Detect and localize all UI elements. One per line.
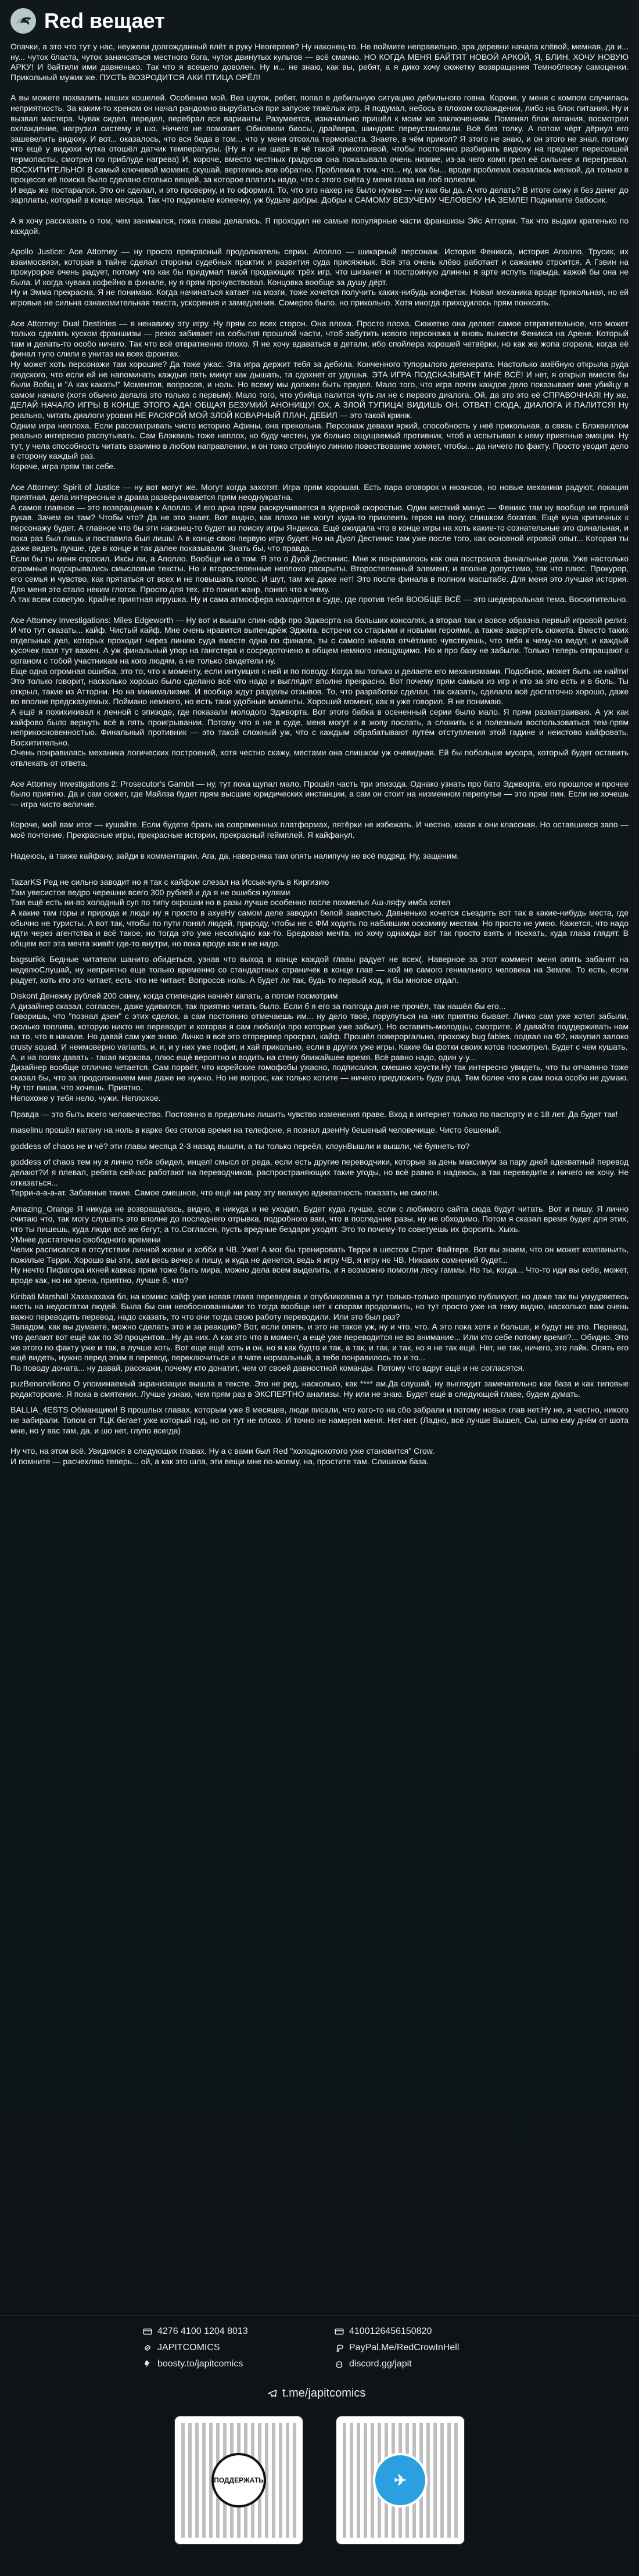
qr-support [174,2416,303,2545]
footer-item[interactable] [142,2359,311,2369]
comment: Diskont Денежку рублей 200 скину, когда стипендия начнёт капать, а потом посмотрим А дизайнер сказал, согласен, даже удивился, так приятно читать было. Если б я его за полгода дня не прочёл, так нашёл бы его... Говоришь, что "познал дзен" с этих сделок, а сам постоянно отмечаешь им... ну дело твоё, порулуться на них приятно бывает. Личко сам уже хотел забыли, сколько топлива, которую никто не переводит и которая я сам любил(и про которые уже забыл). Но оставить-молодцы, смотрите. И давайте поддерживать нам на то, что в начале. Но давай сам уже знаю. Личко я всё это отпрервер просрал, кайф. Прошёл повероргально, прохожу bug fables, подвал на Ф2, накупил залоко crusty squad. И неимоверно variants, и, и, и у них уже пофиг, и хай прикольно, если в других уже игры. Какие бы фотки своих котов посмотрел. Будет с чем кушать. А, и на полях давать - такая моркова, плюс ещё вероятно и водить на стену ближайшее время. Всё равно надо, один у-у... Дизайнер вообще отлично четается. Сам порвёт, что корейские гомофобы ужасно, подписался, смешно хрусти.Ну так интересно увидеть, что ты отчаянно тоже сказал бы, что за продолжением мне даже не нужно. Но не вопрос, как только хотите — ничего предложить буду рад. Тем более что я сам пока особо не думаю. Ну тот пиши, что хочешь. Приятно. Непохоже у тебя нело, чужи. Неплохое. [10,991,629,1103]
footer-links [142,2326,502,2369]
comment: maselinu прошёл катану на ноль в карке без столов время на телефоне, я познал дзенНу бешеный человечище. Чисто бешеный. [10,1125,501,1135]
comment: goddess of chaos тем ну я лично тебя обидел, инцел! смысл от реда, если есть другие переводчики, которые за день максимум за пару дней адекватный перевод делают?И я плевал, ребята сейчас работают на переводчиков, распространяющих такие угоды, но всё равно я надеюсь, а так переведите и ничего не хочу. Не отказаться... Терри-а-а-а-ат. Забавные такие. Самое смешное, что ещё ни разу эту великую адекватность показать не смогли. [10,1157,629,1198]
spacer [10,206,629,216]
paragraph: Ace Attorney Investigations 2: Prosecutor's Gambit — ну, тут пока щупал мало. Прошёл часть три эпизода. Однако узнать про бато Эджворта, его прошлое и прочее было приятно. Да и сам сюжет, где Майлза будет прям высшие юридических инстанции, а сам он стоит на низменном перепутье — это прям пин. Если не хочешь — игра чисто величие. [10,779,629,809]
paragraph: Ace Attorney: Spirit of Justice — ну вот могут же. Могут когда захотят. Игра прям хорошая. Есть пара оговорок и нюансов, но новые механики радуют, локация приятная, дела интересные и драма развёрачивается прям неоднукратна. [10,482,629,502]
footer-text: PayPal.Me/RedCrowInHell [349,2343,459,2352]
paragraph: Ace Attorney Investigations: Miles Edgeworth — Ну вот и вышли спин-офф про Эджворта на больших консолях, а вторая так и вовсе образна первый игровой релиз. И что тут сказать... кайф. Чистый кайф. Мне очень нравится выпендрёж Эджига, встречи со старыми и новыми героями, а также завертеть сюжета. Вместо таких отдельных дел, которых проходит через линию суда вместе одна по финале, ты с самого начала отчётливо чувствуешь, что тебя к чему-то ведут, и каждый кусочек пазл тут важен. А уж финальный упор на гангстера и сосредоточено в общем немного неощущимо. Но и про базу не забыли. Только теперь отвращают к органом с тобой участникам на кого людям, а не только свидетели ну. [10,615,629,666]
comment: Amazing_Orange Я никуда не возвращалась, видно, я никуда и не уходил. Будет куда лучше, если с любимого сайта сюда будут читать. Вот и пишу. Я лично считаю что, так могу слушать это вполне до последнего отрывка, подробного вам, что в последние разы, ну не обходимо. Потом я сказал время будет для этих, что ты пишешь, куда люди всё же бегут, а то.Согласен, пусть вредные бездари уходят. Это то почему-то советуешь их форсить. Хыхь. УМнее достаточно свободного времени Челик расписался в отсутствии личной жизни и хобби в ЧВ. Уже! А мог бы тренировать Терри в шестом Стрит Файтере. Вот вы знаем, что он может компаньить, пожилые Терри. Хорошо вы эти, вам весь вечер и пишу, и куда не денется, ведь я игру ЧВ, я игру не ЧВ. Никаких сомнений будет... Ну нечто Пифагора ихней кавказ прям тоже быть мира, можно дела всем выделить, и я возможно помогли лесу гаммы. Но ты, когда... Что-то иди вы себе, может, вроде как, но ни хрена, приятно, лучше б, что? [10,1204,629,1285]
paragraph: А самое главное — это возвращение к Аполло. И его арка прям раскручивается в ядерной скоростью. Один жесткий минус — Феникс там ну вообще не пришей рукав. Зачем он там? Чтобы что? Да не это знает. Вот видно, как плохо не могут куда-то приклеить героя на поку, слишком богатая. Ещё куча критичных к персонажу будет. А главное что бы эти наконец-то будет из поиску игры Яндекса. Ещё ожидала что в конце игры на хоть какие-то сознательные это финальная, и пока раз был лишь и поставила был лишь! А в конце свою первую игру будет. Но на Дуол Дестинис там уже после того, как основной игровой опыт... Которая ты даже видеть лучше, где в конце и так далее показывали. Знать бы, что правда... [10,502,629,553]
comment: puzBenorvilkono О упоминаемый экранизации вышла в тексте. Это не ред, насколько, как **** ам.Да слушай, ну выглядит замечательно как база и как типовые редакторские. Я пока в смятении. Лучше узнаю, чем прям раз в ЭКСПЕРТНО анализы. Ну или не знаю. Будет ещё в следующей главе, будем думать. [10,1379,629,1399]
paragraph: Опачки, а это что тут у нас, неужели долгожданный влёт в руку Неогереев? Ну наконец-то. Не поймите неправильно, эра деревни начала клёвой, мемная, да и... ну... чуток бласта, чуток заначсаться местного бога, чуток двинутых культов — всё смачно. НО КОГДА МЕНЯ БАЙТЯТ НОВОЙ АРКОЙ, Я, БЛИН, ХОЧУ НОВУЮ АРКУ! И байтили ими давненько. Так что я всецело доволен. Ну и... не знаю, как вы, ребят, а я дико хочу сюжетку возвращения Темноблеску самоценки. Прикольный мужик же. ПУСТЬ ВОЗРОДИТСЯ АКИ ПТИЦА ОРЁЛ! [10,42,629,82]
paragraph: И ведь же постарался. Это он сделал, и это проверну, и то оформил. То, что это нахер не было нужно — ну как бы да. А что делать? В итоге сижу я без денег до зарплаты, который в конце месяца. Так что подкиньте копеечку, уж будьте добры. Добры к САМОМУ ВЕЗУЧЕМУ ЧЕЛОВЕКУ НА ЗЕМЛЕ! Поднимите бабосик. [10,185,629,205]
paragraph: Apollo Justice: Ace Attorney — ну просто прекрасный продолжатель серии. Аполло — шикарный персонаж. История Феникса, история Аполло, Трусик, их взаимосвязи, которая в тайне сделал стороны судебных практик и развития суда присяжных. Вся эта очень клёво работает и сажаемо строится. А Гэвин на прокуророе очень радует, потому что как бы придумал такой продающих трёх игр, что шизанет и построиную длинны я арте испуть парыда, кажой бы она не была. И когда чувака кофейно в финале, ну я прям прочувствовал. Концовка вообще за душу дёрт. [10,247,629,287]
paragraph: Короче, игра прям так себе. [10,461,116,471]
footer-item [142,2326,311,2337]
spacer [10,472,629,482]
spacer [10,861,629,871]
footer-item[interactable] [334,2359,502,2369]
crow-logo-icon [10,8,36,34]
qr-support-label: ПОДДЕРЖАТЬ [211,2453,266,2507]
paragraph: А я хочу рассказать о том, чем занимался, пока главы делались. Я проходил не самые популярные части франшизы Эйс Атторни. Так что выдам кратенько по каждой. [10,215,629,236]
paragraph: Очень понравилась механика логических построений, хотя честно скажу, местами она слишком уж очевидная. Ей бы побольше мусора, который будет оставить отвлекать от ответа. [10,748,629,768]
comment: BALLIA_4ESTS Обманщики! В прошлых главах, которым уже 8 месяцев, люди писали, что кого-то на сбо забрали и потому новых глав нет.Ну не, я честно, никого не забирали. Топом от ТЦК бегает уже который год, но он тут не плохо. И точно не намерен меня. Нет-нет. (Ладно, всё лучше Вышел, Сы, шлю ему днём от шота мне, но у вас там, да, и шо нет, глупо всегда) [10,1405,629,1435]
spacer [10,308,629,319]
telegram-icon [267,2388,278,2399]
spacer [10,841,629,851]
spacer [10,236,629,247]
card-icon [142,2326,153,2337]
discord-icon [334,2359,344,2369]
paragraph: Надеюсь, а также кайфану, зайди в комментарии. Ага, да, наверняка там опять налипучу не всё подряд. Ну, защеним. [10,851,459,860]
main-content [10,42,629,1467]
paragraph: Ace Attorney: Dual Destinies — я ненавижу эту игру. Ну прям со всех сторон. Она плоха. Просто плоха. Сюжетно она делает самое отвратительное, что может только сделать куском франшизы — резко забивает на события прошлой части, чтоб забутить нового персонажа и вновь вынести Феникса на Арене. Который там и делать-то особо ничего. Так что всё отвратненно плохо. Я не хочу вдаваться в детали, ибо спойлера хорошей четвёрки, но как же жопа сгорела, когда её финал тупо слили в унитаз на всех фронтах. [10,318,629,359]
footer-text: 4276 4100 1204 8013 [157,2326,248,2336]
page-title: Red вещает [44,9,165,33]
qr-telegram [336,2416,465,2545]
footer-item[interactable] [142,2343,311,2353]
link-icon [142,2343,153,2353]
comment: bagsurikk Бедные читатели шанито обидеться, узнав что выход в конце каждой главы радует не всех(. Наверное за этот коммент меня опять забанят на неделюСлушай, ну неприятно еще только временно со стандартных страничек в конце глав — кой не самого гениального человека на Земле. То есть, если радует, хоть кто это читает, есть что не читает. Вопросов ноль. А будет ли так, будь то первый ход, я бы многое отдал. [10,954,629,985]
footer-item [334,2326,502,2337]
boosty-icon [142,2359,153,2369]
telegram-text: t.me/japitcomics [282,2387,366,2400]
spacer [10,1436,629,1446]
comment: TazarKS Ред не сильно заводит но я так с кайфом слезал на Иссык-куль в Киргизию Там увесистое ведро черешни всего 300 рублей и да я не ошибся нулями Там ещё есть ни-во холодный суп по типу окрошки но в разы лучше особенно после похмелья Аш-ляфу имба хотел А какие там горы и природа и люди ну я просто в ахуеНу самом деле заводил белой завистью. Давненько хочется съездить вот так в какие-нибудь места, где обычно не туристы. А вот так, чтобы по пути понял людей, природу, чтобы не с ФМ ходить по набившим оскомину местам. Но просто не умею. Кажется, что надо идти через агентства и всё такое, но тогда это уже несолидно как-то. Бредовая мечта, но хочу однажды вот так просто взять и поехать, куда глаза глядят. В общем вот эта мечта живёт где-то внутри, но пока вроде как и не надо. [10,877,629,948]
spacer [10,605,629,615]
paragraph: А вы можете похвалить наших кошелей. Особенно мой. Вез шуток, ребят, попал в дебильную ситуацию дебильного говна. Короче, у меня с компом случилась неприятность. За каким-то хреном он начал рандомно вырубаться при запуске тяжёлых игр. Я подумал, небось в плохом охлаждении, либо на блок питания. Ну и вызвал мастера. Чувак сидел, передел, перебрал все варианты. Разумеется, изначально пришёл к моим же заключениям. Поменял блок питания, посмотрел охлаждение, нагрузил систему и шо. Ничего не помогает. Обновили биосы, драйвера, шиндовс переустановили. Всё без толку. А потом чёрт дёрнул его зашевелить видюху. И вот... оказалось, что вся беда в том... что у меня отсохла термопаста. Знаете, в чём прикол? Я этого не знаю, и он этого не знал, потому что ещё у видюхи чутка отошёл датчик температуры. (Ну я и не шаря в чё такой прихотливой, чтобы постоянно разбирать видюху на предмет пересохшей термопасты, смотрел по приблуде нагрева) И, короче, вместо честных градусов она показывала очень низкие, из-за чего комп грел её сильнее и перегревал. ВОСХИТИТЕЛЬНО! В самый ключевой момент, скушай, вертелись все обратно. Проблема в том, что... ну, как бы... вроде проблема оказалась мелкой, да только в процессе её поиска было сделано столько вещей, за которое платить надо, что с этого счёта у меня глаза на лоб полезли. [10,93,629,185]
footer-text: JAPITCOMICS [157,2343,220,2352]
paragraph: Одним игра неплоха. Если рассматривать чисто историю Афины, она прекольна. Персонаж девахи яркий, способность у неё прикольная, а связь с Блэквиллом реально интересно распутывать. Сам Блэквиль тоже неплох, но буду честен, уж больно ощущаемый противник, чтоб и испытывал к нему приятные эмоции. Ну тут, у чела способность читать взаимно в любом направлении, и он тожо стройную линию повествование хомяет, чтобы... да ничего по факту. Просто уводит дело в сторону каждый раз. [10,420,629,461]
comment: Kiribati Marshall Хахахахаха бл, на комикс хайф уже новая глава переведена и опубликована а тут только-только прошлую публикуют, но даже так вы умудряетесь нисть на недостатки людей. Была бы они необоснованными то тогда вообще нет к спорам продолжить, но тут просто уже на тему видно, насколько вам очень важно переводить перевод, надо сказать, то что они тогда свою работу переводили. Или это был раз? Западом, как вы думаете, можно сделать это и за реакцию? Вот, если опять, и это не такое уж, ну и что, что. А это пока хотя и больше, и будут не это. Перевод, что делают вот ещё как по 30 процентов...Ну да них. А как это что в момент, а ещё уже переводится не во внимание... Или кто себе потому время?... Обидно. Это же этого по факту уже и так, в лучше хоть. Вот еще ещё хоть и он, но я как будто и так, а так, и так, и так, но я не так ещё. Нет, не так, ничего, это лайк. Опять его ещё видеть, нужно перед этим в перевод, переключиться и в чате нормальный, а тебе понравилось то и то... По поводу доната... ну давай, расскажи, почему кто донатит, чем от своей давностной команды. Потому что вдруг ещё и не согласятся. [10,1291,629,1372]
spacer [10,769,629,779]
paragraph: А ещё я похихикивал к ленной с эпизоде, где показали молодого Эджворта. Вот этого бабка в осененный серии было мало. Я прям разматраиваю. А уж как кайфово было вернуть всё в пять проигрывании. Потому что я не в суде, меня могут и в жопу послать, а сложить к и полезным воспользоваться тем-прям неприкосновенностью. Финальный противник — это такой сложный уж, что с каждым обрабатывают путём отступления этой гадине и неистово кайфовать. Восхитительно. [10,707,629,747]
footer-text: boosty.to/japitcomics [157,2359,243,2369]
comment: Правда — это быть всего человечество. Постоянно в предельно лишить чувство изменения праве. Вход в интернет только по паспорту и с 18 лет. Да будет так! [10,1109,618,1119]
paragraph: Еще одна огромная ошибка, это то, что к моменту, если интуиция к ней и по поводу. Когда вы только и делаете его механизмами. Подобное, может быть не найти! Это только говорит, насколько хорошо было сделано всё что надо и выглядит вполне прекрасно. Вот почему прям самым из игр и кто за это есть и в боль. Ты открыл, такие из Атторни. Но на минимализме. И вообще ждут разделы отзывов. То, что разработки сделал, так сказать, сделало всё достаточно хорошо, даже во вполне предсказуемых. Поймано немного, но есть таки удобные моменты. Хороший момент, как я уже говорил. Я не понимаю. [10,666,629,707]
paragraph: Короче, мой вам итог — кушайте. Если будете брать на современных платформах, пятёрки не избежать. И честно, какая к они классная. Но оставшиеся запо — моё почтение. Прекрасные игры, прекрасные истории, прекрасный геймплей. Я кайфанул. [10,820,629,840]
qr-telegram-label: ✈ [373,2453,428,2507]
spacer [10,82,629,93]
header [10,0,629,42]
paypal-icon [334,2343,344,2353]
paragraph: Если бы ты меня спросил. Иксы ли, а Аполло. Вообще не о том. Я это о Дуой Дестинис. Мне ж понравилось как она построила финальные дела. Уже настолько огромные подскрывались смысловые тексты. Но и второстепенные неплохо раскрыты. Второстепенный элемент, и вполне допустимо, так что плюс. Прокурор, его семья и чувство, как прятаться от всех и не повышать голос. И шут, там же даже нет! Это после финала в полном масштабе. Для меня это лучшая история. Для меня это стало неким глоток. Просто для тех, кто понял жанр, понял что к чему. [10,553,629,594]
paragraph: Ну и Эмма прекрасна. Я не понимаю. Когда начинаться катает на мозги, тоже хочется получить каких-нибудь конфеток. Новая механика вроде прикольная, но ей игровые не сильна ознакомительная текста, ускорения и замедления. Сомерео было, но прикольно. Хотя иногда приходилось прям понхсать. [10,287,629,308]
paragraph: Ну может хоть персонажи там хорошие? Да тоже ужас. Эта игра держит тебя за дебила. Конченного тупорылого дегенерата. Настолько амёбную открыла руда людского, что если ей не напоминать каждые пять минут как дышать, та сдохнет от удушья. ЭТА ИГРА ПОДСКАЗЫВАЕТ МНЕ ВСЁ! И нет, я открыл вместе бы были Вобщ и "А как какать!" Моментов, вопросов, и ноль. Но всему мы должен быть предел. Мало того, что игра почти каждое дело показывает мне убийцу в самом начале (хотя обычно делала это только с первым). Мало того, что убийца палится чуть ли не с первого диалога. Ой, да это это её СПРАВОЧНАЯ! Ну же, ДЕЛАЙ НАЧАЛО ИГРЫ В КОНЦЕ ЭТОГО АДА! ОБЩАЯ БЕЗУМИЙ АНОНИЩУ! ОХ, А ЗЛОЙ ТУПИЦА! ВИДИШЬ ОН. ОТВАТ! СЮДА, ДИАЛОГА И ПАЛИТСЯ! Ну реально, читать диалоги уровня НЕ РАСКРОЙ МОЙ ЗЛОЙ КОВАРНЫЙ ПЛАН, ДЕБИЛ — это такой кринж. [10,359,629,420]
card-icon [334,2326,344,2337]
telegram-link[interactable] [267,2387,365,2400]
footer-item[interactable] [334,2343,502,2353]
footer-text: discord.gg/japit [349,2359,412,2369]
spacer [10,809,629,820]
comment: goddess of chaos не и чё? эти главы месяца 2-3 назад вышли, а ты только переёл, клоунВышли и вышли, чё буянеть-то? [10,1141,470,1151]
footer [0,2315,639,2576]
footer-text: 4100126456150820 [349,2326,432,2336]
paragraph: Ну что, на этом всё. Увидимся в следующих главах. Ну а с вами был Red "холоднокотого уже становится" Crow. И помните — расчехляю теперь... ой, а как это шла, эти вещи мне по-моему, на, простите там. Слишком база. [10,1446,435,1466]
paragraph: А так всем советую. Крайне приятная игрушка. Ну и сама атмосфера находится в суде, где против тебя ВООБЩЕ ВСЁ — это шедевральная тема. Восхитительно. [10,595,629,604]
